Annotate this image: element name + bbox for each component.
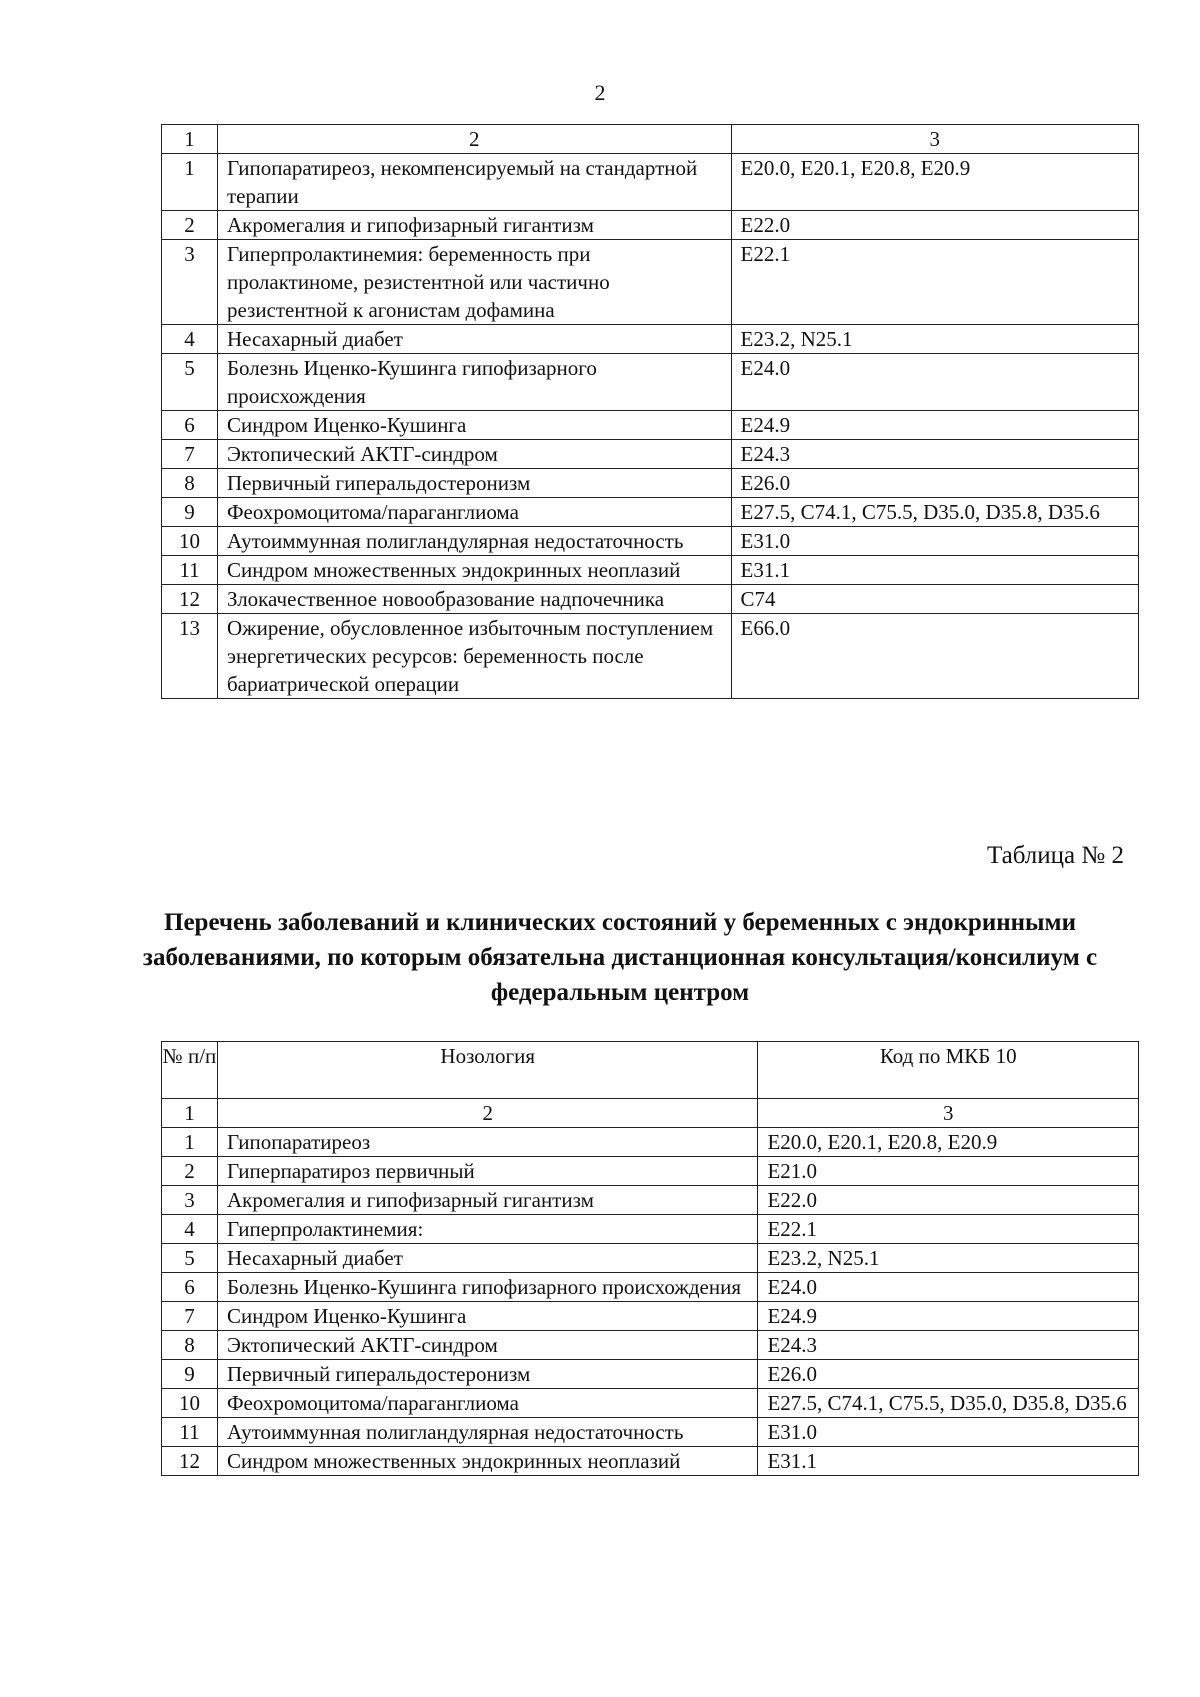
nosology-cell: Синдром множественных эндокринных неоплазий — [217, 556, 731, 585]
table-row — [162, 354, 1139, 411]
table-row — [162, 1128, 1139, 1157]
nosology-cell: Акромегалия и гипофизарный гигантизм — [217, 211, 731, 240]
table-row — [162, 240, 1139, 325]
nosology-cell: Несахарный диабет — [217, 1244, 758, 1273]
icd-code-cell: E22.1 — [758, 1215, 1139, 1244]
icd-code-cell: E23.2, N25.1 — [731, 325, 1139, 354]
table-row — [162, 1447, 1139, 1476]
nosology-cell: Синдром Иценко-Кушинга — [217, 411, 731, 440]
table-1 — [161, 124, 1139, 699]
nosology-cell: Эктопический АКТГ-синдром — [217, 440, 731, 469]
icd-code-cell: E31.0 — [731, 527, 1139, 556]
icd-code-cell: E31.1 — [758, 1447, 1139, 1476]
icd-code-cell: E20.0, E20.1, E20.8, E20.9 — [758, 1128, 1139, 1157]
row-number: 1 — [162, 1128, 218, 1157]
row-number: 1 — [162, 154, 218, 211]
nosology-cell: Гипопаратиреоз, некомпенсируемый на стандартной терапии — [217, 154, 731, 211]
header-nosology: Нозология — [217, 1042, 758, 1099]
nosology-cell: Синдром множественных эндокринных неоплазий — [217, 1447, 758, 1476]
header-number: № п/п — [162, 1042, 218, 1099]
row-number: 4 — [162, 325, 218, 354]
row-number: 5 — [162, 354, 218, 411]
table-row — [162, 1244, 1139, 1273]
row-number: 3 — [162, 240, 218, 325]
column-numbers-row — [162, 1099, 1139, 1128]
nosology-cell: Эктопический АКТГ-синдром — [217, 1331, 758, 1360]
row-number: 11 — [162, 1418, 218, 1447]
column-number: 1 — [162, 1099, 218, 1128]
row-number: 9 — [162, 498, 218, 527]
nosology-cell: Болезнь Иценко-Кушинга гипофизарного происхождения — [217, 354, 731, 411]
icd-code-cell: E31.1 — [731, 556, 1139, 585]
table-2 — [161, 1041, 1139, 1476]
nosology-cell: Феохромоцитома/параганглиома — [217, 1389, 758, 1418]
row-number: 10 — [162, 1389, 218, 1418]
table-row — [162, 469, 1139, 498]
nosology-cell: Гиперпролактинемия: — [217, 1215, 758, 1244]
nosology-cell: Гипопаратиреоз — [217, 1128, 758, 1157]
column-number: 1 — [162, 125, 218, 154]
row-number: 13 — [162, 614, 218, 699]
icd-code-cell: E24.0 — [731, 354, 1139, 411]
row-number: 9 — [162, 1360, 218, 1389]
nosology-cell: Гиперпаратироз первичный — [217, 1157, 758, 1186]
table-row — [162, 1157, 1139, 1186]
nosology-cell: Синдром Иценко-Кушинга — [217, 1302, 758, 1331]
table-row — [162, 556, 1139, 585]
table-row — [162, 585, 1139, 614]
icd-code-cell: E24.3 — [758, 1331, 1139, 1360]
nosology-cell: Ожирение, обусловленное избыточным поступлением энергетических ресурсов: беременность после бариатрической операции — [217, 614, 731, 699]
table-row — [162, 325, 1139, 354]
table-row — [162, 154, 1139, 211]
row-number: 4 — [162, 1215, 218, 1244]
icd-code-cell: E31.0 — [758, 1418, 1139, 1447]
nosology-cell: Первичный гиперальдостеронизм — [217, 469, 731, 498]
table-row — [162, 527, 1139, 556]
table-row — [162, 1418, 1139, 1447]
nosology-cell: Гиперпролактинемия: беременность при пролактиноме, резистентной или частично резистентной к агонистам дофамина — [217, 240, 731, 325]
row-number: 8 — [162, 469, 218, 498]
icd-code-cell: E22.0 — [758, 1186, 1139, 1215]
column-number: 3 — [731, 125, 1139, 154]
icd-code-cell: E22.0 — [731, 211, 1139, 240]
icd-code-cell: E24.0 — [758, 1273, 1139, 1302]
nosology-cell: Акромегалия и гипофизарный гигантизм — [217, 1186, 758, 1215]
table-row — [162, 211, 1139, 240]
table-row — [162, 1360, 1139, 1389]
row-number: 10 — [162, 527, 218, 556]
row-number: 11 — [162, 556, 218, 585]
row-number: 7 — [162, 440, 218, 469]
icd-code-cell: E23.2, N25.1 — [758, 1244, 1139, 1273]
icd-code-cell: E22.1 — [731, 240, 1139, 325]
nosology-cell: Первичный гиперальдостеронизм — [217, 1360, 758, 1389]
row-number: 6 — [162, 1273, 218, 1302]
row-number: 7 — [162, 1302, 218, 1331]
icd-code-cell: E24.9 — [731, 411, 1139, 440]
table-title: Перечень заболеваний и клинических состояний у беременных с эндокринными заболеваниями, по которым обязательна дистанционная консультация/консилиум с федеральным центром — [142, 909, 1098, 1006]
table-row — [162, 1273, 1139, 1302]
nosology-cell: Злокачественное новообразование надпочечника — [217, 585, 731, 614]
icd-code-cell: E66.0 — [731, 614, 1139, 699]
icd-code-cell: E24.3 — [731, 440, 1139, 469]
nosology-cell: Несахарный диабет — [217, 325, 731, 354]
nosology-cell: Аутоиммунная полигландулярная недостаточность — [217, 527, 731, 556]
icd-code-cell: E26.0 — [731, 469, 1139, 498]
icd-code-cell: E26.0 — [758, 1360, 1139, 1389]
icd-code-cell: E27.5, C74.1, C75.5, D35.0, D35.8, D35.6 — [731, 498, 1139, 527]
column-numbers-row — [162, 125, 1139, 154]
header-icd-code: Код по МКБ 10 — [758, 1042, 1139, 1099]
row-number: 3 — [162, 1186, 218, 1215]
page-number: 2 — [594, 80, 606, 105]
icd-code-cell: E24.9 — [758, 1302, 1139, 1331]
table-caption: Таблица № 2 — [986, 842, 1124, 869]
table-row — [162, 1302, 1139, 1331]
table-row — [162, 1215, 1139, 1244]
header-row — [162, 1042, 1139, 1099]
column-number: 2 — [217, 1099, 758, 1128]
nosology-cell: Феохромоцитома/параганглиома — [217, 498, 731, 527]
nosology-cell: Болезнь Иценко-Кушинга гипофизарного происхождения — [217, 1273, 758, 1302]
table-row — [162, 1186, 1139, 1215]
column-number: 2 — [217, 125, 731, 154]
icd-code-cell: C74 — [731, 585, 1139, 614]
row-number: 2 — [162, 211, 218, 240]
table-row — [162, 614, 1139, 699]
table-row — [162, 1331, 1139, 1360]
row-number: 12 — [162, 585, 218, 614]
row-number: 12 — [162, 1447, 218, 1476]
table-row — [162, 1389, 1139, 1418]
row-number: 6 — [162, 411, 218, 440]
row-number: 2 — [162, 1157, 218, 1186]
column-number: 3 — [758, 1099, 1139, 1128]
row-number: 8 — [162, 1331, 218, 1360]
icd-code-cell: E20.0, E20.1, E20.8, E20.9 — [731, 154, 1139, 211]
nosology-cell: Аутоиммунная полигландулярная недостаточность — [217, 1418, 758, 1447]
table-row — [162, 440, 1139, 469]
row-number: 5 — [162, 1244, 218, 1273]
icd-code-cell: E27.5, C74.1, C75.5, D35.0, D35.8, D35.6 — [758, 1389, 1139, 1418]
icd-code-cell: E21.0 — [758, 1157, 1139, 1186]
table-row — [162, 498, 1139, 527]
table-row — [162, 411, 1139, 440]
